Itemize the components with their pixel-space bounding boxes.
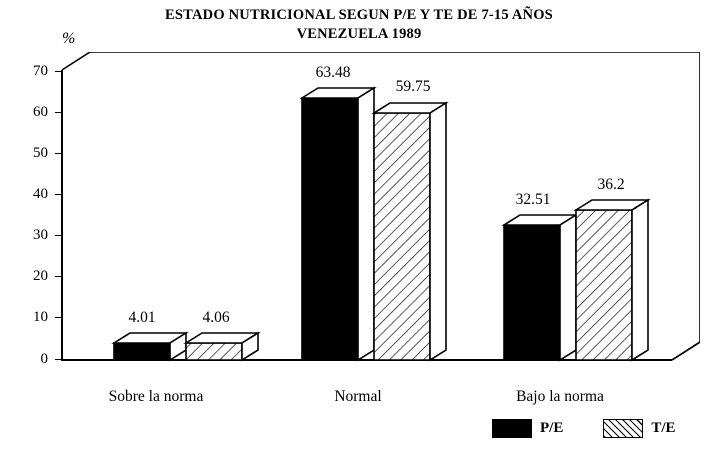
y-axis-unit-label: % [62, 30, 76, 47]
y-tick-label-0: 0 [40, 351, 48, 367]
x-tick-label-bajo-la-norma: Bajo la norma [516, 388, 604, 405]
value-label-bajo-la-norma-pe: 32.51 [515, 191, 551, 208]
value-label-bajo-la-norma-te: 36.2 [597, 176, 625, 193]
x-tick-label-sobre-la-norma: Sobre la norma [108, 388, 204, 405]
value-label-sobre-la-norma-pe: 4.01 [128, 309, 156, 326]
legend-label-te: T/E [651, 419, 676, 436]
bars-layer [52, 52, 700, 377]
value-label-sobre-la-norma-te: 4.06 [202, 309, 230, 326]
legend-item-pe [492, 419, 563, 438]
bar-bajo-la-norma-pe [504, 215, 576, 360]
legend-swatch-te-icon [603, 419, 643, 438]
bar-normal-te [374, 103, 446, 360]
bar-sobre-la-norma-pe [114, 333, 186, 360]
y-tick-label-10: 10 [33, 309, 48, 325]
y-tick-label-60: 60 [33, 104, 48, 120]
y-tick-label-20: 20 [33, 268, 48, 284]
chart-title-block [0, 6, 718, 44]
value-label-normal-te: 59.75 [395, 78, 431, 95]
chart-title: ESTADO NUTRICIONAL SEGUN P/E Y TE DE 7-15 AÑOS [165, 7, 553, 23]
chart-subtitle: VENEZUELA 1989 [296, 26, 422, 42]
bar-normal-pe [302, 88, 374, 360]
legend-swatch-pe-icon [492, 419, 532, 438]
y-tick-label-70: 70 [33, 63, 48, 79]
bar-sobre-la-norma-te [186, 333, 258, 360]
legend-label-pe: P/E [540, 419, 564, 436]
y-tick-label-40: 40 [33, 186, 48, 202]
chart-legend [492, 416, 676, 440]
y-tick-label-30: 30 [33, 227, 48, 243]
bar-bajo-la-norma-te [576, 200, 648, 360]
value-label-normal-pe: 63.48 [315, 64, 351, 81]
legend-item-te [603, 419, 675, 438]
x-tick-label-normal: Normal [334, 388, 382, 405]
y-tick-label-50: 50 [33, 145, 48, 161]
plot-area [33, 52, 700, 377]
